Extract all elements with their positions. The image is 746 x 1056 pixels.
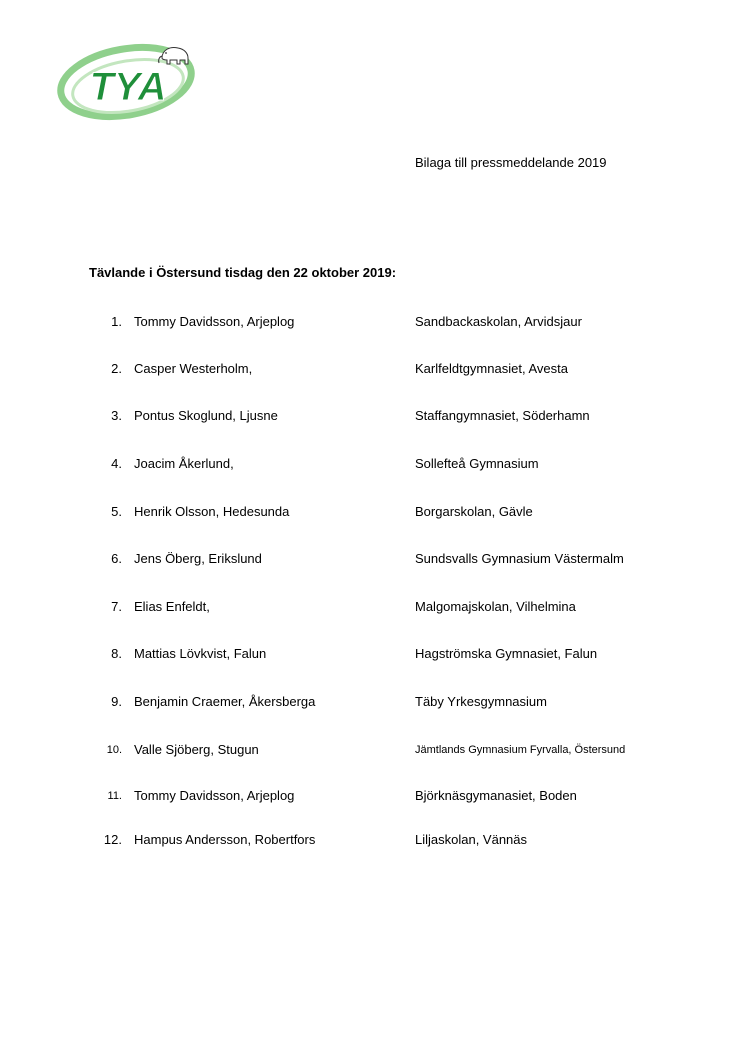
list-item [0, 407, 746, 425]
item-number: 8. [111, 646, 122, 661]
school-name: Hagströmska Gymnasiet, Falun [415, 646, 598, 661]
tya-logo-graphic [56, 40, 200, 126]
competitor-name: Casper Westerholm, [134, 361, 253, 376]
item-number: 6. [111, 551, 122, 566]
item-number: 11. [107, 790, 122, 802]
page-heading: Tävlande i Östersund tisdag den 22 oktober 2019: [89, 265, 397, 280]
list-item [0, 313, 746, 331]
logo-text: TYA [89, 65, 167, 109]
school-name: Staffangymnasiet, Söderhamn [415, 408, 590, 423]
school-name: Sandbackaskolan, Arvidsjaur [415, 314, 582, 329]
item-number: 5. [111, 504, 122, 519]
list-item [0, 693, 746, 711]
competitor-name: Joacim Åkerlund, [134, 456, 234, 471]
competitor-name: Jens Öberg, Erikslund [134, 551, 262, 566]
item-number: 1. [111, 314, 122, 329]
competitor-name: Henrik Olsson, Hedesunda [134, 504, 290, 519]
school-name: Jämtlands Gymnasium Fyrvalla, Östersund [415, 744, 626, 756]
list-item [0, 360, 746, 378]
item-number: 2. [111, 361, 122, 376]
competitor-name: Valle Sjöberg, Stugun [134, 742, 259, 757]
school-name: Liljaskolan, Vännäs [415, 832, 528, 847]
competitor-name: Pontus Skoglund, Ljusne [134, 408, 278, 423]
list-item [0, 598, 746, 616]
item-number: 12. [103, 832, 122, 847]
item-number: 7. [111, 599, 122, 614]
item-number: 4. [111, 456, 122, 471]
school-name: Karlfeldtgymnasiet, Avesta [415, 361, 568, 376]
school-name: Borgarskolan, Gävle [415, 504, 533, 519]
competitor-name: Benjamin Craemer, Åkersberga [134, 694, 316, 709]
school-name: Sundsvalls Gymnasium Västermalm [415, 551, 624, 566]
list-item [0, 741, 746, 759]
list-item [0, 503, 746, 521]
competitor-name: Hampus Andersson, Robertfors [134, 832, 316, 847]
school-name: Täby Yrkesgymnasium [415, 694, 547, 709]
item-number: 9. [111, 694, 122, 709]
item-number: 10. [106, 744, 122, 756]
list-item [0, 550, 746, 568]
competitor-name: Elias Enfeldt, [134, 599, 210, 614]
tya-logo [56, 40, 200, 126]
school-name: Björknäsgymanasiet, Boden [415, 788, 577, 803]
school-name: Malgomajskolan, Vilhelmina [415, 599, 576, 614]
school-name: Sollefteå Gymnasium [415, 456, 539, 471]
list-item [0, 787, 746, 805]
competitor-name: Tommy Davidsson, Arjeplog [134, 314, 295, 329]
item-number: 3. [111, 408, 122, 423]
list-item [0, 831, 746, 849]
document-subtitle: Bilaga till pressmeddelande 2019 [415, 155, 607, 170]
list-item [0, 455, 746, 473]
list-item [0, 645, 746, 663]
competitor-name: Tommy Davidsson, Arjeplog [134, 788, 295, 803]
competitor-name: Mattias Lövkvist, Falun [134, 646, 267, 661]
